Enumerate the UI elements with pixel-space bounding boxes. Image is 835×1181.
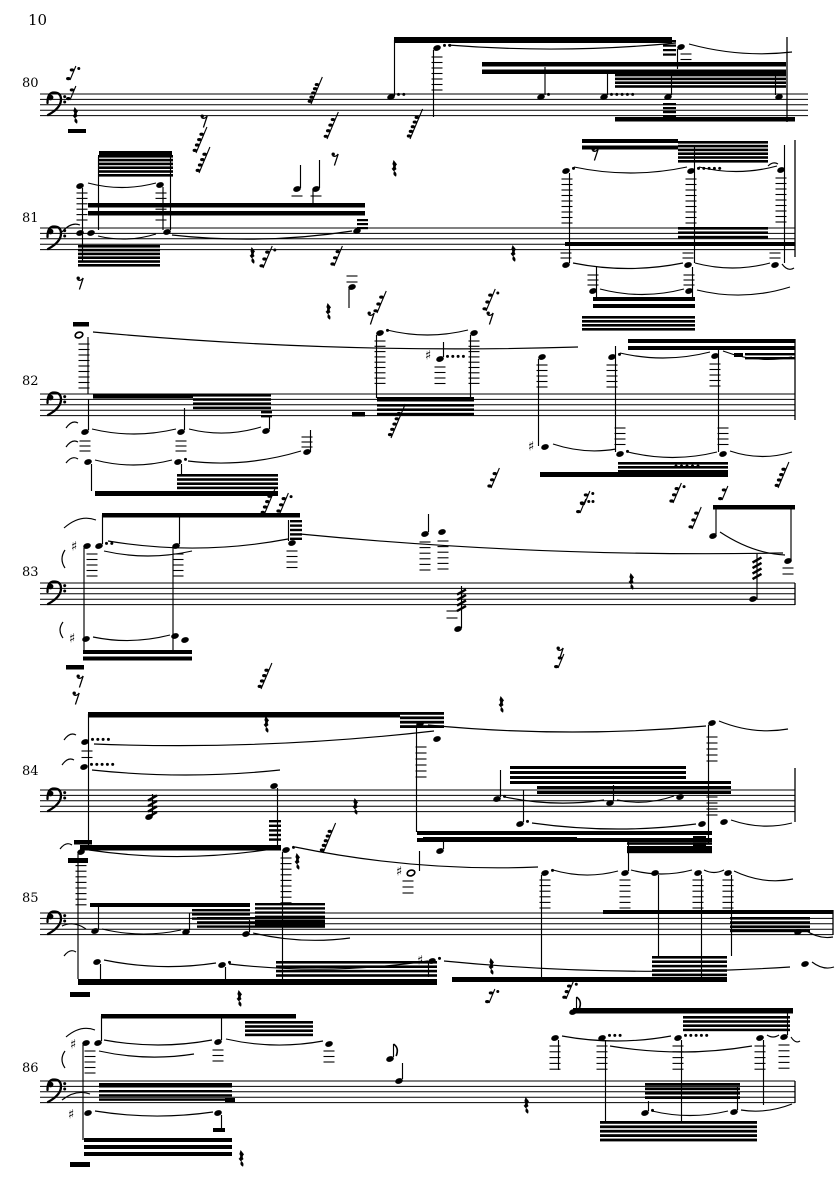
beam — [102, 513, 300, 518]
ledger-dash — [74, 840, 92, 845]
beam-group — [357, 219, 368, 229]
grace-note-cluster — [330, 246, 342, 266]
slur — [719, 721, 788, 731]
slur — [93, 635, 170, 641]
svg-text:♯: ♯ — [67, 1107, 75, 1123]
notehead — [492, 795, 506, 803]
slur — [92, 770, 280, 775]
notehead — [770, 261, 779, 269]
slur — [295, 847, 538, 868]
notehead — [540, 443, 549, 451]
slur — [574, 167, 687, 173]
ledger-dash — [70, 992, 90, 997]
notehead — [94, 542, 113, 550]
slur — [66, 441, 78, 447]
beam-group — [645, 1083, 740, 1099]
eighth-rest-icon — [201, 115, 208, 128]
grace-note-cluster — [485, 989, 499, 1003]
ledger-lines — [347, 276, 358, 282]
ledger-lines — [681, 54, 692, 60]
beam-group — [678, 227, 768, 238]
grace-note-cluster — [196, 147, 210, 173]
slur — [699, 166, 777, 172]
grace-note-cluster — [308, 77, 323, 104]
slur — [95, 460, 172, 465]
measure-number: 86 — [22, 1061, 39, 1076]
beam-group — [582, 139, 678, 150]
sharp-icon — [417, 954, 423, 969]
slur — [60, 844, 72, 849]
slur — [108, 539, 288, 548]
slur — [226, 1039, 323, 1045]
slur — [532, 823, 696, 829]
notehead — [83, 1109, 92, 1117]
ledger-lines — [718, 428, 729, 445]
beam-group — [78, 245, 160, 267]
notehead — [217, 961, 231, 969]
slur — [448, 43, 676, 49]
notehead — [683, 261, 692, 269]
grace-note-cluster — [193, 127, 207, 153]
beam-group — [83, 650, 192, 661]
slur — [172, 231, 352, 239]
beam-group — [377, 404, 474, 415]
beam — [423, 837, 577, 842]
slur — [620, 352, 710, 358]
measure-number: 82 — [22, 374, 39, 389]
notehead — [697, 820, 706, 828]
beam-group — [261, 411, 272, 417]
notehead — [375, 329, 389, 337]
notehead — [607, 353, 621, 361]
beam — [452, 977, 727, 982]
staff-lines — [40, 94, 808, 116]
ledger-lines — [615, 428, 626, 445]
beam — [713, 505, 795, 510]
notehead — [615, 450, 629, 458]
beam — [573, 1008, 793, 1014]
slur — [95, 1111, 213, 1116]
notehead — [673, 1034, 708, 1042]
slur — [102, 929, 181, 934]
slur — [704, 870, 724, 873]
ledger-lines — [447, 611, 458, 618]
slur — [652, 1111, 728, 1116]
quarter-rest-icon — [295, 853, 300, 870]
slur — [104, 960, 216, 967]
slur — [791, 1037, 800, 1042]
slur — [812, 962, 834, 968]
ledger-lines — [213, 1050, 224, 1061]
slur — [64, 951, 76, 956]
quarter-rest-icon — [629, 573, 634, 590]
sharp-icon — [68, 1108, 74, 1123]
slur — [66, 422, 78, 428]
beam — [565, 242, 795, 246]
quarter-rest-icon — [264, 716, 269, 733]
beam — [90, 903, 250, 907]
ledger-lines — [620, 880, 631, 908]
notehead — [81, 635, 90, 643]
ledger-dash — [225, 1098, 235, 1102]
sharp-icon — [396, 865, 402, 880]
ledger-dash — [73, 322, 89, 327]
grace-note-cluster — [407, 109, 423, 139]
bass-clef-icon — [48, 393, 67, 416]
quarter-rest-icon — [524, 1097, 529, 1114]
notehead — [540, 869, 554, 877]
beam-group — [593, 297, 695, 308]
system-85 — [22, 837, 834, 1007]
notehead — [435, 355, 464, 363]
ledger-lines — [176, 441, 187, 451]
beam-group — [600, 1121, 757, 1141]
measure-number: 80 — [22, 76, 39, 91]
notehead — [437, 528, 446, 536]
slur — [767, 1035, 779, 1037]
ledger-dash — [68, 129, 86, 133]
beam-group — [99, 1090, 232, 1101]
quarter-rest-icon — [326, 303, 331, 320]
sharp-icon — [71, 540, 77, 555]
slur — [730, 451, 792, 457]
ledger-lines — [420, 542, 431, 570]
slur — [189, 427, 261, 433]
slur — [617, 796, 674, 802]
ledger-lines — [562, 179, 573, 223]
beam-group — [88, 203, 365, 216]
ledger-lines — [770, 253, 781, 258]
ledger-lines — [82, 751, 93, 758]
notehead — [748, 595, 757, 603]
notehead — [324, 1040, 333, 1048]
notehead — [561, 167, 575, 175]
beam-group — [197, 917, 325, 928]
beam-group — [678, 141, 768, 163]
eighth-rest-icon — [368, 312, 375, 325]
beam-group — [98, 155, 173, 177]
ledger-lines — [85, 1051, 96, 1073]
slur — [66, 458, 78, 463]
paren-icon — [62, 550, 65, 568]
sharp-icon — [70, 1038, 76, 1053]
slur — [600, 289, 684, 295]
beam-group — [537, 781, 731, 794]
ledger-lines — [80, 441, 91, 451]
system-86 — [22, 997, 800, 1167]
slur — [731, 820, 792, 826]
ledger-dash — [66, 665, 84, 670]
notehead — [515, 820, 529, 828]
slur — [64, 518, 96, 528]
beam — [88, 712, 400, 718]
beam-group — [628, 339, 795, 350]
grace-note-cluster — [66, 66, 80, 80]
bass-clef-icon — [48, 582, 67, 605]
grace-note-cluster — [276, 493, 292, 513]
quarter-rest-icon — [489, 958, 494, 975]
eighth-rest-icon — [592, 148, 599, 161]
ledger-lines — [173, 554, 184, 576]
notehead — [640, 1109, 654, 1117]
quarter-rest-icon — [511, 245, 516, 262]
measure-number: 85 — [22, 891, 39, 906]
notehead — [75, 182, 84, 190]
slur — [562, 1036, 671, 1041]
eighth-rest-icon — [77, 277, 84, 290]
bass-clef-icon — [48, 93, 67, 116]
beam-group — [618, 462, 728, 477]
svg-text:♯: ♯ — [527, 439, 535, 455]
beam — [80, 845, 281, 851]
beam-group — [193, 394, 271, 409]
notehead — [718, 450, 727, 458]
beam-group — [652, 956, 727, 976]
beam-group — [269, 820, 281, 841]
ledger-lines — [76, 860, 87, 905]
grace-note-cluster — [554, 654, 564, 668]
measure-number: 83 — [22, 565, 39, 580]
svg-text:♯: ♯ — [68, 631, 76, 647]
bass-clef-icon — [48, 789, 67, 812]
slur — [628, 452, 717, 458]
beam — [99, 1083, 232, 1088]
slur — [428, 725, 706, 732]
slur — [62, 924, 86, 929]
slur — [94, 731, 434, 746]
slur — [444, 961, 790, 971]
beam — [377, 397, 474, 402]
quarter-rest-icon — [239, 1150, 244, 1167]
ledger-lines — [779, 1045, 790, 1068]
notehead — [281, 846, 295, 854]
notehead — [719, 818, 728, 826]
beam — [101, 1014, 296, 1019]
slur — [99, 1051, 194, 1057]
slur — [553, 870, 618, 875]
slur — [64, 734, 76, 740]
slur — [782, 264, 794, 269]
beam — [95, 491, 278, 496]
beam-group — [177, 474, 278, 489]
svg-text:♯: ♯ — [416, 953, 424, 969]
slur — [631, 870, 692, 874]
sharp-icon — [425, 349, 431, 364]
beam-group — [84, 1138, 232, 1156]
quarter-rest-icon — [237, 990, 242, 1007]
notehead — [170, 632, 179, 640]
ledger-lines — [435, 367, 446, 384]
notehead — [74, 331, 83, 339]
ledger-dash — [70, 1162, 90, 1167]
staff-lines — [40, 583, 795, 605]
page-number: 10 — [28, 11, 48, 29]
sharp-icon — [69, 632, 75, 647]
grace-note-cluster — [320, 823, 336, 853]
slur — [62, 759, 74, 765]
slur — [505, 797, 604, 803]
grace-note-cluster — [482, 289, 499, 311]
slur — [104, 1040, 212, 1045]
slur — [66, 1028, 95, 1037]
svg-text:♯: ♯ — [70, 539, 78, 555]
slur — [695, 263, 770, 268]
eighth-rest-icon — [487, 312, 494, 325]
notehead — [79, 763, 114, 771]
slur — [553, 444, 616, 451]
svg-text:♯: ♯ — [395, 864, 403, 880]
slur — [768, 163, 778, 166]
ledger-lines — [416, 747, 427, 777]
grace-note-cluster — [688, 507, 701, 529]
notehead — [173, 458, 187, 466]
notehead — [86, 229, 95, 237]
grace-note-cluster — [718, 486, 728, 500]
paren-icon — [60, 622, 63, 638]
slur — [720, 532, 785, 555]
slur — [387, 330, 468, 335]
slur — [741, 1104, 792, 1111]
notehead — [800, 960, 809, 968]
slur — [734, 871, 793, 881]
beam — [78, 979, 437, 985]
system-83 — [22, 489, 795, 689]
slur — [689, 44, 792, 54]
ledger-dash — [213, 1128, 225, 1132]
quarter-rest-icon — [499, 696, 504, 713]
slur — [697, 287, 790, 295]
beam — [615, 117, 795, 122]
grace-note-cluster — [775, 462, 789, 488]
ledger-dash — [352, 412, 365, 417]
slur — [62, 1092, 90, 1100]
grace-note-cluster — [487, 468, 499, 488]
beam — [93, 394, 193, 399]
paren-icon — [62, 1051, 65, 1068]
ledger-lines — [287, 551, 298, 568]
notehead — [675, 793, 684, 801]
notehead — [432, 735, 441, 743]
svg-text:♯: ♯ — [424, 348, 432, 364]
notehead — [180, 636, 189, 644]
grace-note-cluster — [562, 981, 578, 999]
slur — [93, 332, 578, 349]
grace-note-cluster — [669, 483, 685, 503]
eighth-rest-icon — [73, 692, 80, 705]
svg-text:♯: ♯ — [69, 1037, 77, 1053]
grace-note-cluster — [258, 663, 272, 689]
notehead — [427, 957, 441, 965]
slur — [573, 263, 683, 269]
grace-note-cluster — [373, 291, 386, 313]
grace-note-cluster — [66, 86, 76, 100]
system-82 — [22, 312, 795, 514]
notehead — [75, 229, 84, 237]
beam-group — [582, 316, 695, 331]
beam-group — [683, 1016, 790, 1031]
grace-note-cluster — [576, 499, 594, 513]
measure-number: 84 — [22, 764, 39, 779]
staff-lines — [40, 913, 833, 935]
ledger-lines — [87, 554, 98, 576]
notehead — [406, 869, 415, 877]
ledger-lines — [324, 1051, 335, 1062]
sharp-icon — [528, 440, 534, 455]
ledger-lines — [783, 568, 794, 574]
beam — [394, 37, 672, 43]
beam-group — [245, 1021, 313, 1036]
slur — [92, 429, 176, 434]
quarter-rest-icon — [392, 160, 397, 177]
eighth-rest-icon — [77, 675, 84, 688]
bass-clef-icon — [48, 912, 67, 935]
measure-number: 81 — [22, 211, 39, 226]
ledger-lines — [683, 253, 694, 258]
beam — [603, 910, 833, 914]
system-81 — [22, 139, 795, 331]
slur — [188, 451, 301, 463]
ledger-lines — [403, 881, 414, 893]
eighth-rest-icon — [332, 153, 339, 166]
beam-group — [290, 520, 302, 540]
